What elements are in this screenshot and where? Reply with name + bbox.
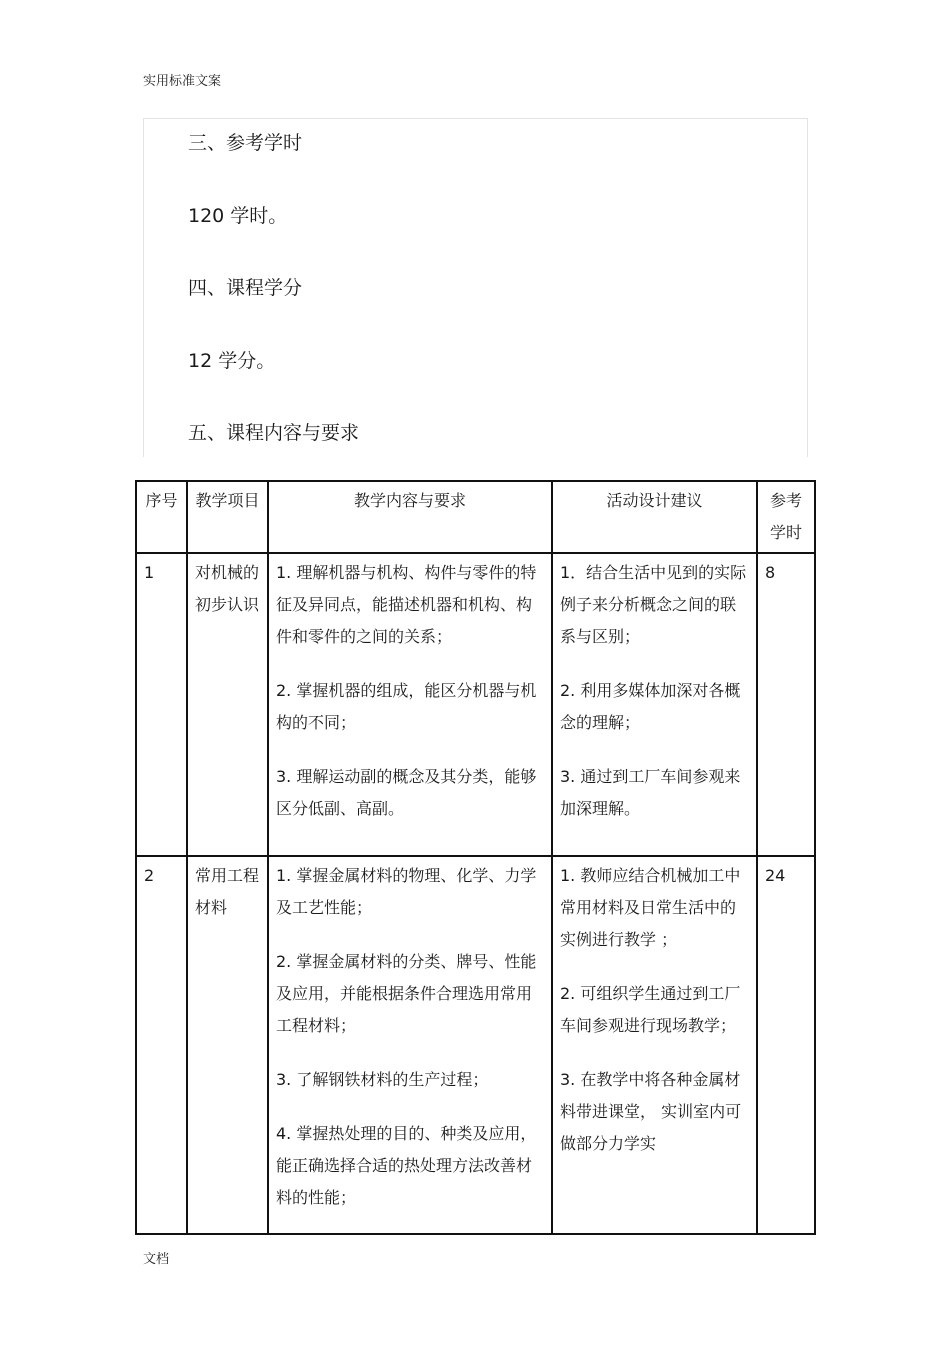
- row-hours: 8: [757, 553, 815, 856]
- content-point: 4. 掌握热处理的目的、种类及应用，能正确选择合适的热处理方法改善材料的性能；: [276, 1124, 537, 1207]
- page-header-note: 实用标准文案: [143, 74, 222, 89]
- activity-point: 3. 通过到工厂车间参观来加深理解。: [560, 767, 741, 818]
- activity-point: 1. 教师应结合机械加工中常用材料及日常生活中的实例进行教学 ；: [560, 866, 741, 949]
- activity-point: 3. 在教学中将各种金属材料带进课堂， 实训室内可做部分力学实: [560, 1070, 742, 1153]
- activity-point: 2. 利用多媒体加深对各概念的理解；: [560, 681, 741, 732]
- table-header-row: [136, 481, 815, 553]
- table-row: [136, 856, 815, 1234]
- row-content: [268, 553, 552, 856]
- row-no: 2: [136, 856, 187, 1234]
- header-no: 序号: [136, 481, 187, 553]
- header-item: 教学项目: [187, 481, 268, 553]
- row-activity: [552, 553, 757, 856]
- page-footer-note: 文档: [143, 1252, 170, 1267]
- activity-point: 1．结合生活中见到的实际例子来分析概念之间的联系与区别；: [560, 563, 747, 646]
- row-content: [268, 856, 552, 1234]
- header-activity: 活动设计建议: [552, 481, 757, 553]
- section-heading-hours: 三、参考学时: [188, 132, 303, 154]
- credits-value: 12 学分。: [188, 350, 276, 372]
- row-hours: 24: [757, 856, 815, 1234]
- row-no: 1: [136, 553, 187, 856]
- course-content-table: [135, 480, 816, 1235]
- content-point: 1. 理解机器与机构、构件与零件的特征及异同点，能描述机器和机构、构件和零件的之间的关系；: [276, 563, 537, 646]
- content-point: 3. 了解钢铁材料的生产过程；: [276, 1070, 489, 1089]
- activity-point: 2. 可组织学生通过到工厂车间参观进行现场教学；: [560, 984, 741, 1035]
- content-point: 2. 掌握机器的组成，能区分机器与机构的不同；: [276, 681, 537, 732]
- section-heading-credits: 四、课程学分: [188, 277, 303, 299]
- table-row: [136, 553, 815, 856]
- content-point: 1. 掌握金属材料的物理、化学、力学及工艺性能；: [276, 866, 537, 917]
- row-item: 对机械的初步认识: [187, 553, 268, 856]
- row-activity: [552, 856, 757, 1234]
- section-heading-content: 五、课程内容与要求: [188, 422, 360, 444]
- row-item: 常用工程材料: [187, 856, 268, 1234]
- header-hours: 参考学时: [757, 481, 815, 553]
- content-point: 3. 理解运动副的概念及其分类，能够区分低副、高副。: [276, 767, 537, 818]
- content-point: 2. 掌握金属材料的分类、牌号、性能及应用，并能根据条件合理选用常用工程材料；: [276, 952, 537, 1035]
- header-content: 教学内容与要求: [268, 481, 552, 553]
- hours-value: 120 学时。: [188, 205, 288, 227]
